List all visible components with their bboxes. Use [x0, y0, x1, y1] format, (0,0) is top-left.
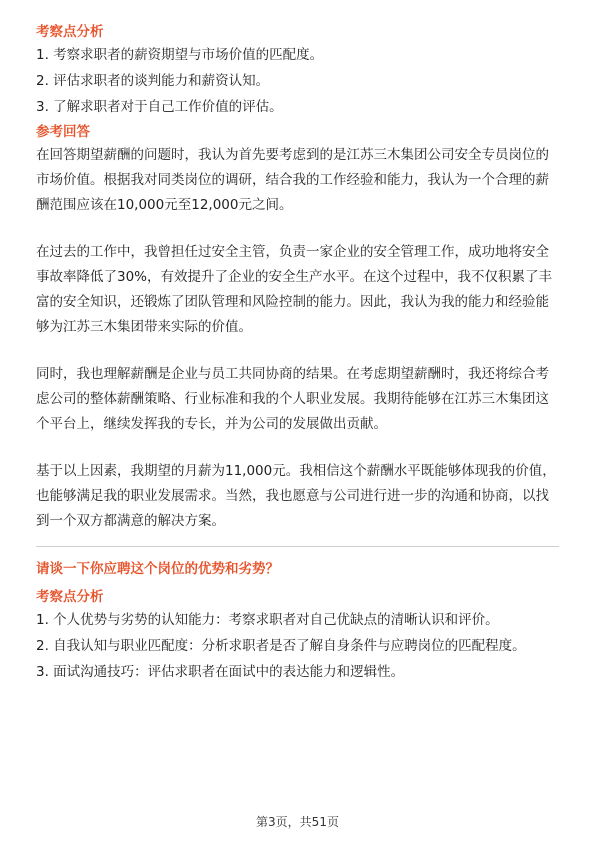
- document-page: [36, 22, 559, 689]
- page-number: 第3页，共51页: [256, 815, 339, 829]
- answer-paragraph: 同时，我也理解薪酬是企业与员工共同协商的结果。在考虑期望薪酬时，我还将综合考虑公司的整体薪酬策略、行业标准和我的个人职业发展。我期待能够在江苏三木集团这个平台上，继续发挥我的专长，并为公司的发展做出贡献。: [36, 366, 549, 432]
- answer-paragraph: 在过去的工作中，我曾担任过安全主管，负责一家企业的安全管理工作，成功地将安全事故率降低了30%，有效提升了企业的安全生产水平。在这个过程中，我不仅积累了丰富的安全知识，还锻炼了团队管理和风险控制的能力。因此，我认为我的能力和经验能够为江苏三木集团带来实际的价值。: [36, 244, 553, 335]
- list-item: 2. 自我认知与职业匹配度：分析求职者是否了解自身条件与应聘岗位的匹配程度。: [36, 638, 526, 654]
- list-item: 1. 个人优势与劣势的认知能力：考察求职者对自己优缺点的清晰认识和评价。: [36, 612, 499, 628]
- analysis-heading: 考察点分析: [36, 589, 104, 605]
- section-divider: [36, 546, 559, 547]
- analysis-list: [36, 611, 559, 682]
- answer-heading: 参考回答: [36, 124, 90, 140]
- list-item: 1. 考察求职者的薪资期望与市场价值的匹配度。: [36, 47, 324, 63]
- list-item: 3. 了解求职者对于自己工作价值的评估。: [36, 99, 283, 115]
- list-item: 3. 面试沟通技巧：评估求职者在面试中的表达能力和逻辑性。: [36, 664, 405, 680]
- answer-paragraph: 在回答期望薪酬的问题时，我认为首先要考虑到的是江苏三木集团公司安全专员岗位的市场价值。根据我对同类岗位的调研，结合我的工作经验和能力，我认为一个合理的薪酬范围应该在10,000元至12,000元之间。: [36, 147, 549, 213]
- analysis-heading: 考察点分析: [36, 24, 104, 40]
- analysis-list: [36, 46, 559, 117]
- question-title: 请谈一下你应聘这个岗位的优势和劣势？: [36, 561, 279, 577]
- answer-body: [36, 143, 559, 534]
- list-item: 2. 评估求职者的谈判能力和薪资认知。: [36, 73, 270, 89]
- answer-paragraph: 基于以上因素，我期望的月薪为11,000元。我相信这个薪酬水平既能够体现我的价值，也能够满足我的职业发展需求。当然，我也愿意与公司进行进一步的沟通和协商，以找到一个双方都满意的解决方案。: [36, 463, 556, 529]
